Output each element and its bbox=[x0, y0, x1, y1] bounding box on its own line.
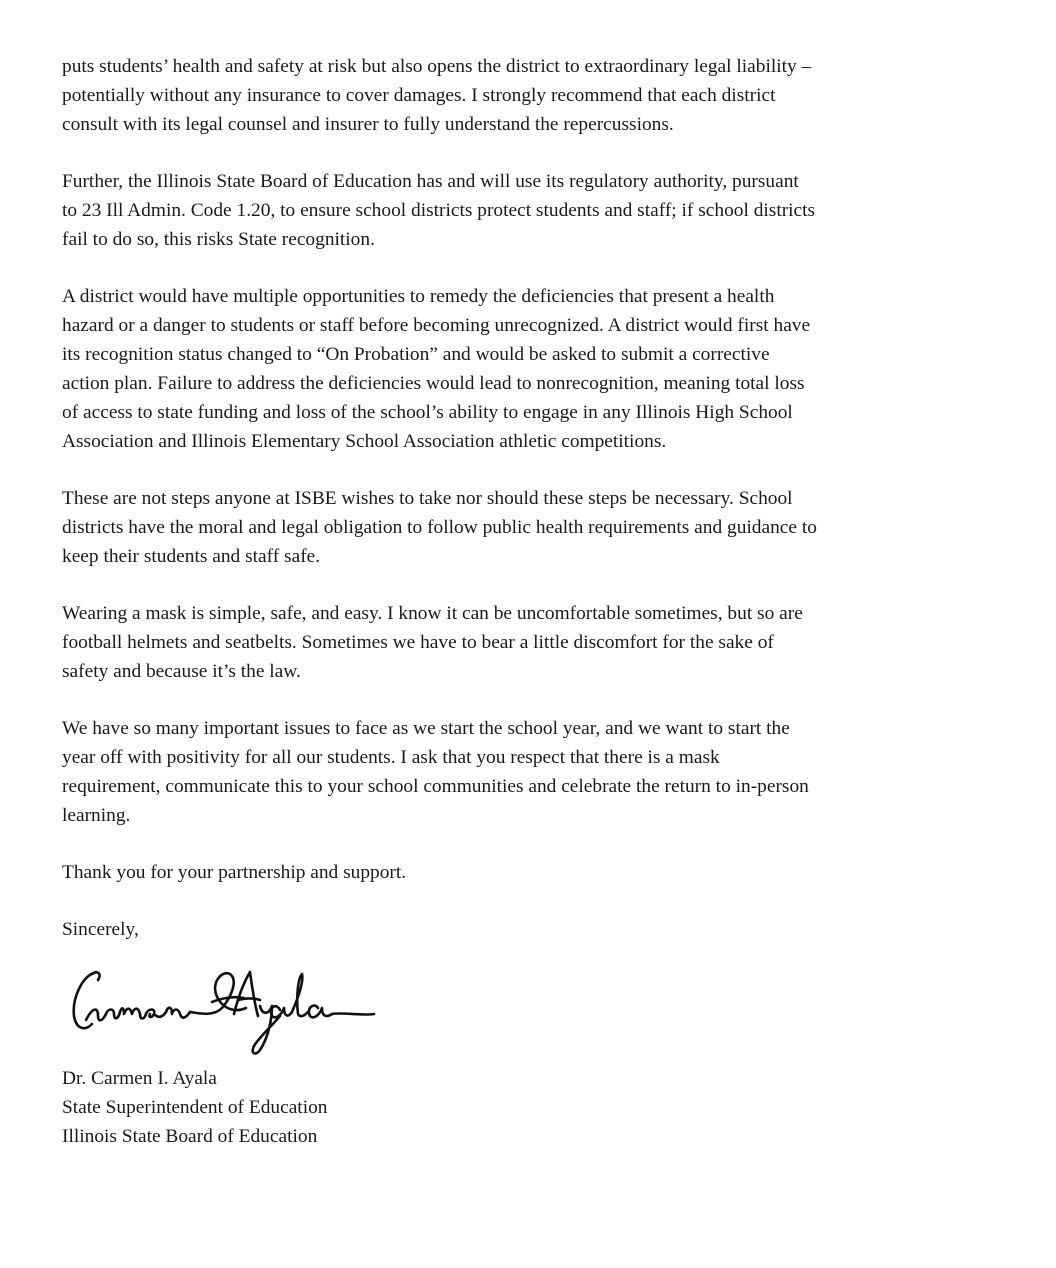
paragraph-mask-simple: Wearing a mask is simple, safe, and easy. I know it can be uncomfortable sometimes, but so are football helmets and seatbelts. Sometimes we have to bear a little discomfort for the sake of safety and because it’s the law. bbox=[62, 603, 803, 682]
closing-salutation: Sincerely, bbox=[62, 919, 139, 940]
paragraph-liability: puts students’ health and safety at risk but also opens the district to extraordinary legal liability – potentially without any insurance to cover damages. I strongly recommend that each district consult with its legal counsel and insurer to fully understand the repercussions. bbox=[62, 56, 812, 135]
paragraph-isbe-obligation: These are not steps anyone at ISBE wishes to take nor should these steps be necessary. School districts have the moral and legal obligation to follow public health requirements and guidance to keep their students and staff safe. bbox=[62, 488, 817, 567]
letter-body bbox=[62, 52, 982, 944]
signer-organization: Illinois State Board of Education bbox=[62, 1126, 318, 1147]
paragraph-school-year: We have so many important issues to face as we start the school year, and we want to start the year off with positivity for all our students. I ask that you respect that there is a mask requirement, communicate this to your school communities and celebrate the return to in-person learning. bbox=[62, 718, 809, 826]
signer-title: State Superintendent of Education bbox=[62, 1097, 328, 1118]
paragraph-probation-process: A district would have multiple opportunities to remedy the deficiencies that present a health hazard or a danger to students or staff before becoming unrecognized. A district would first have its recognition status changed to “On Probation” and would be asked to submit a corrective action plan. Failure to address the deficiencies would lead to nonrecognition, meaning total loss of access to state funding and loss of the school’s ability to engage in any Illinois High School Association and Illinois Elementary School Association athletic competitions. bbox=[62, 286, 811, 452]
signer-block bbox=[62, 1064, 327, 1151]
signer-name: Dr. Carmen I. Ayala bbox=[62, 1068, 217, 1089]
paragraph-regulatory-authority: Further, the Illinois State Board of Education has and will use its regulatory authority, pursuant to 23 Ill Admin. Code 1.20, to ensure school districts protect students and staff; if school districts fail to do so, this risks State recognition. bbox=[62, 171, 816, 250]
paragraph-thank-you: Thank you for your partnership and support. bbox=[62, 862, 407, 883]
handwritten-signature bbox=[62, 958, 392, 1068]
